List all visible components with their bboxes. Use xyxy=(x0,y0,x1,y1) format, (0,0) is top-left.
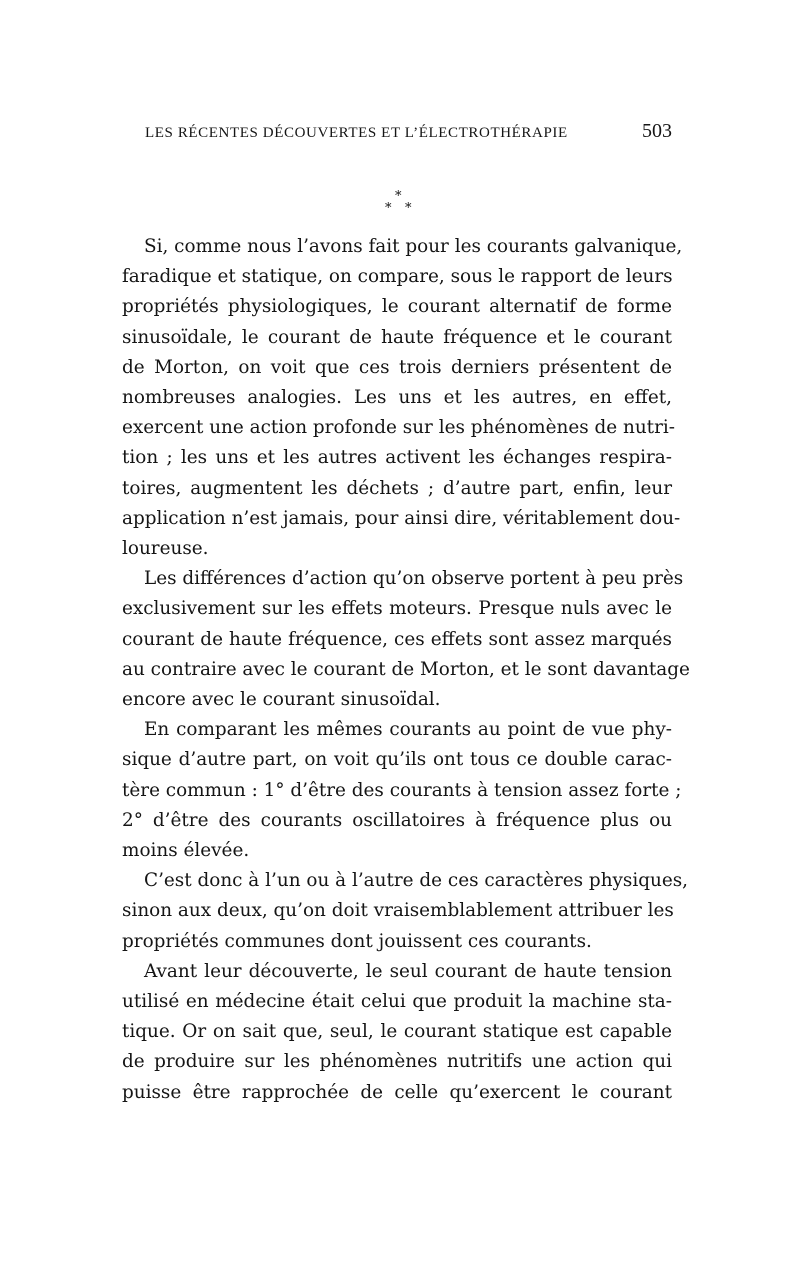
text-line: propriétés communes dont jouissent ces courants. xyxy=(122,930,592,952)
text-line: de produire sur les phénomènes nutritifs une action qui xyxy=(122,1051,672,1073)
text-line: nombreuses analogies. Les uns et les autres, en effet, xyxy=(122,387,672,409)
text-line: C’est donc à l’un ou à l’autre de ces caractères physiques, xyxy=(144,870,689,892)
text-line: Les différences d’action qu’on observe portent à peu près xyxy=(144,568,684,590)
text-line: de Morton, on voit que ces trois derniers présentent de xyxy=(122,356,672,378)
text-line: tère commun : 1° d’être des courants à tension assez forte ; xyxy=(122,779,682,801)
text-line: toires, augmentent les déchets ; d’autre part, enfin, leur xyxy=(122,477,672,499)
text-line: application n’est jamais, pour ainsi dire, véritablement dou- xyxy=(122,507,681,529)
running-header xyxy=(145,120,672,143)
text-line: puisse être rapprochée de celle qu’exercent le courant xyxy=(122,1081,672,1103)
text-line: exclusivement sur les effets moteurs. Presque nuls avec le xyxy=(122,598,672,620)
paragraph xyxy=(122,715,682,866)
text-line: tion ; les uns et les autres activent les échanges respira- xyxy=(122,447,672,469)
text-line: sinusoïdale, le courant de haute fréquence et le courant xyxy=(122,326,672,348)
text-line: sinon aux deux, qu’on doit vraisemblablement attribuer les xyxy=(122,900,674,922)
separator-star: * xyxy=(395,189,402,204)
separator-star: * xyxy=(405,201,412,216)
page-number: 503 xyxy=(642,120,672,142)
section-separator xyxy=(380,190,420,220)
text-line: courant de haute fréquence, ces effets sont assez marqués xyxy=(122,628,672,650)
paragraph xyxy=(122,957,672,1108)
text-line: moins élevée. xyxy=(122,840,250,862)
text-line: Avant leur découverte, le seul courant de haute tension xyxy=(144,960,672,982)
paragraph xyxy=(122,232,683,564)
text-line: En comparant les mêmes courants au point de vue phy- xyxy=(144,719,672,741)
text-line: sique d’autre part, on voit qu’ils ont tous ce double carac- xyxy=(122,749,672,771)
text-line: propriétés physiologiques, le courant alternatif de forme xyxy=(122,296,672,318)
text-line: exercent une action profonde sur les phénomènes de nutri- xyxy=(122,417,675,439)
text-line: au contraire avec le courant de Morton, et le sont davantage xyxy=(122,658,690,680)
separator-star: * xyxy=(385,201,392,216)
text-line: loureuse. xyxy=(122,538,209,560)
text-line: tique. Or on sait que, seul, le courant statique est capable xyxy=(122,1021,672,1043)
text-line: Si, comme nous l’avons fait pour les courants galvanique, xyxy=(144,236,683,257)
text-line: utilisé en médecine était celui que produit la machine sta- xyxy=(122,991,672,1013)
text-line: 2° d’être des courants oscillatoires à fréquence plus ou xyxy=(122,809,672,831)
running-title: LES RÉCENTES DÉCOUVERTES ET L’ÉLECTROTHÉRAPIE xyxy=(145,125,568,141)
text-line: faradique et statique, on compare, sous le rapport de leurs xyxy=(122,266,673,288)
body-text xyxy=(122,232,690,1108)
text-line: encore avec le courant sinusoïdal. xyxy=(122,689,441,711)
paragraph xyxy=(122,564,690,715)
paragraph xyxy=(122,866,689,957)
